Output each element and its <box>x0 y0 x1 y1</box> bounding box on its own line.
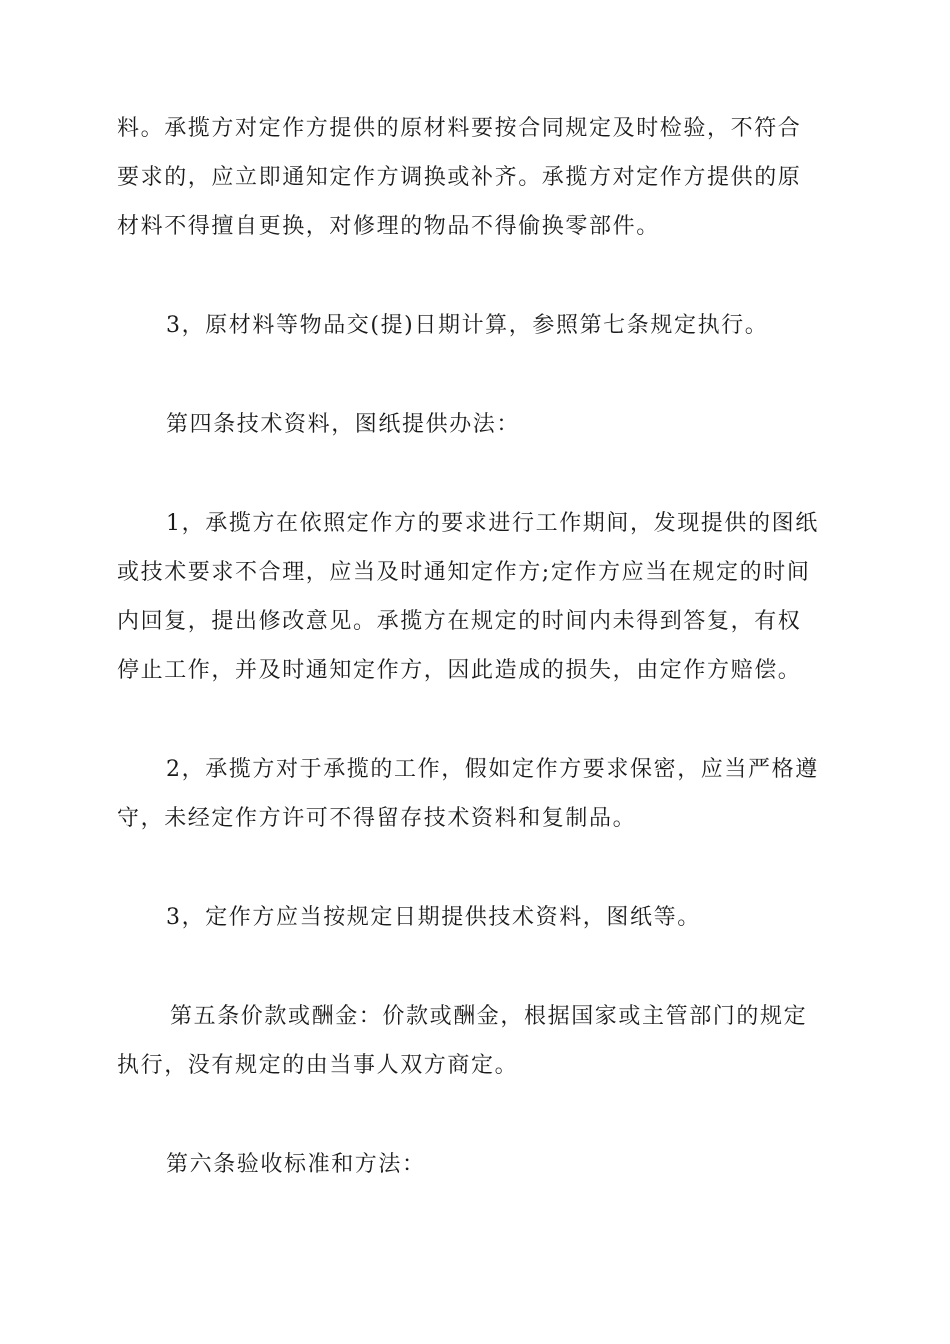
document-page <box>117 104 833 1239</box>
paragraph-article-five <box>117 992 833 1090</box>
text-line: 执行，没有规定的由当事人双方商定。 <box>117 1053 519 1078</box>
heading-article-six <box>117 1140 833 1189</box>
text-line: 材料不得擅自更换，对修理的物品不得偷换零部件。 <box>117 214 660 239</box>
text-line: 内回复，提出修改意见。承揽方在规定的时间内未得到答复，有权 <box>117 609 802 634</box>
paragraph-materials-inspection <box>117 104 833 251</box>
text-line: 3，定作方应当按规定日期提供技术资料，图纸等。 <box>166 905 701 930</box>
heading-article-four <box>117 400 833 449</box>
text-line: 1，承揽方在依照定作方的要求进行工作期间，发现提供的图纸 <box>166 511 819 536</box>
text-line: 第五条价款或酬金：价款或酬金，根据国家或主管部门的规定 <box>170 1004 808 1029</box>
text-line: 或技术要求不合理，应当及时通知定作方;定作方应当在规定的时间 <box>117 560 811 585</box>
paragraph-confidentiality <box>117 745 833 843</box>
text-line: 料。承揽方对定作方提供的原材料要按合同规定及时检验，不符合 <box>117 116 802 141</box>
text-line: 停止工作，并及时通知定作方，因此造成的损失，由定作方赔偿。 <box>117 658 802 683</box>
text-line: 2，承揽方对于承揽的工作，假如定作方要求保密，应当严格遵 <box>166 757 819 782</box>
text-line: 第四条技术资料，图纸提供办法： <box>166 412 521 437</box>
text-line: 要求的，应立即通知定作方调换或补齐。承揽方对定作方提供的原 <box>117 165 802 190</box>
paragraph-delivery-date <box>117 301 833 350</box>
text-line: 第六条验收标准和方法： <box>166 1152 426 1177</box>
text-line: 守，未经定作方许可不得留存技术资料和复制品。 <box>117 806 637 831</box>
paragraph-drawing-issues <box>117 499 833 695</box>
paragraph-provide-materials <box>117 893 833 942</box>
text-line: 3，原材料等物品交(提)日期计算，参照第七条规定执行。 <box>166 313 769 338</box>
